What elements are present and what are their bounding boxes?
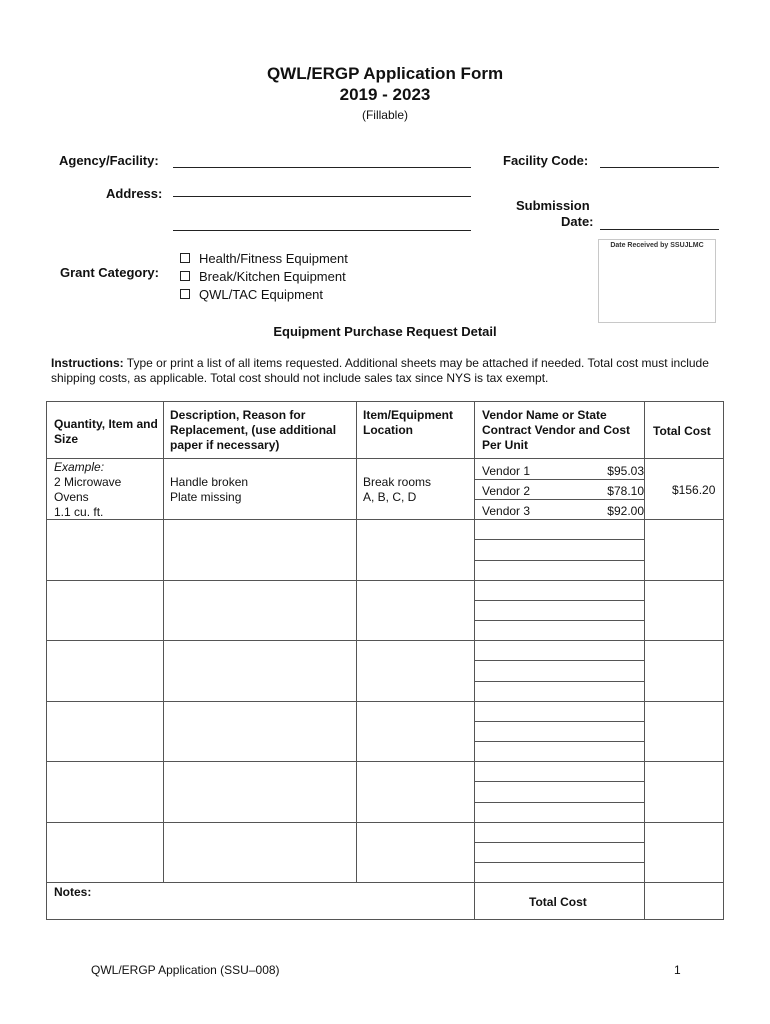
example-description-cell [170,475,352,505]
example-total-cost: $156.20 [672,483,716,497]
agency-facility-label: Agency/Facility: [59,153,159,168]
section-title: Equipment Purchase Request Detail [273,324,497,339]
grand-total-field[interactable] [645,883,723,919]
example-location-line: A, B, C, D [363,490,417,504]
address-field-line-1[interactable] [173,196,471,197]
header-quantity: Quantity, Item and Size [54,417,158,446]
submission-date-label: Date: [561,214,594,229]
equipment-table [46,401,724,920]
grant-option-label: QWL/TAC Equipment [199,286,324,302]
total-cost-input-cell[interactable] [645,520,723,579]
date-received-box [598,239,716,323]
example-vendor-row [482,461,644,481]
address-field-line-2[interactable] [173,230,471,231]
header-vendor: Vendor Name or State Contract Vendor and Cost Per Unit [482,408,631,452]
grant-option-break-kitchen[interactable] [180,267,348,285]
facility-code-label: Facility Code: [503,153,589,168]
vendor-cost: $92.00 [607,504,644,518]
example-label: Example: [54,460,105,474]
checkbox-icon[interactable] [180,271,190,281]
grant-option-label: Health/Fitness Equipment [199,250,348,266]
header-total-cost: Total Cost [653,424,711,438]
example-description-line: Plate missing [170,490,242,504]
grant-option-health-fitness[interactable] [180,249,348,267]
example-location-line: Break rooms [363,475,432,489]
instructions-text: Type or print a list of all items requested. Additional sheets may be attached if needed. Total cost must include shipping costs, as applicable. Total cost should not include sales tax since NYS is tax exempt. [51,356,709,385]
form-subtitle: (Fillable) [361,108,408,122]
submission-date-field[interactable] [600,229,719,230]
grant-category-label: Grant Category: [60,265,159,280]
notes-field[interactable] [48,883,473,919]
location-input-cell[interactable] [357,520,473,579]
vendor-cost: $95.03 [607,464,644,478]
grant-category-options [180,249,348,303]
form-years: 2019 - 2023 [339,85,431,104]
example-quantity-line: 1.1 cu. ft. [54,505,104,519]
header-location: Item/Equipment Location [363,408,454,437]
example-quantity-cell [54,460,158,520]
vendor-cost: $78.10 [607,484,644,498]
vendor-name: Vendor 1 [482,464,531,478]
example-quantity-line: 2 Microwave [54,475,122,489]
example-vendor-row [482,481,644,501]
checkbox-icon[interactable] [180,253,190,263]
example-quantity-line: Ovens [54,490,89,504]
header-description: Description, Reason for Replacement, (use additional paper if necessary) [170,408,337,452]
date-received-label: Date Received by SSUJLMC [610,242,704,249]
total-cost-label: Total Cost [529,895,587,909]
instructions [51,356,723,386]
vendor-name: Vendor 3 [482,504,531,518]
instructions-label: Instructions: [51,356,124,370]
address-label: Address: [106,186,163,201]
footer-form-id: QWL/ERGP Application (SSU–008) [91,963,280,977]
submission-label: Submission [516,198,590,213]
facility-code-field[interactable] [600,167,719,168]
form-title: QWL/ERGP Application Form [266,64,504,83]
quantity-input-cell[interactable] [48,520,162,579]
example-description-line: Handle broken [170,475,249,489]
agency-facility-field[interactable] [173,167,471,168]
form-header [0,63,770,123]
page-number: 1 [674,963,681,977]
notes-label: Notes: [54,885,92,899]
checkbox-icon[interactable] [180,289,190,299]
grant-option-qwl-tac[interactable] [180,285,348,303]
description-input-cell[interactable] [164,520,355,579]
example-location-cell [363,475,471,505]
vendor-name: Vendor 2 [482,484,531,498]
example-vendor-row [482,501,644,521]
grant-option-label: Break/Kitchen Equipment [199,268,346,284]
